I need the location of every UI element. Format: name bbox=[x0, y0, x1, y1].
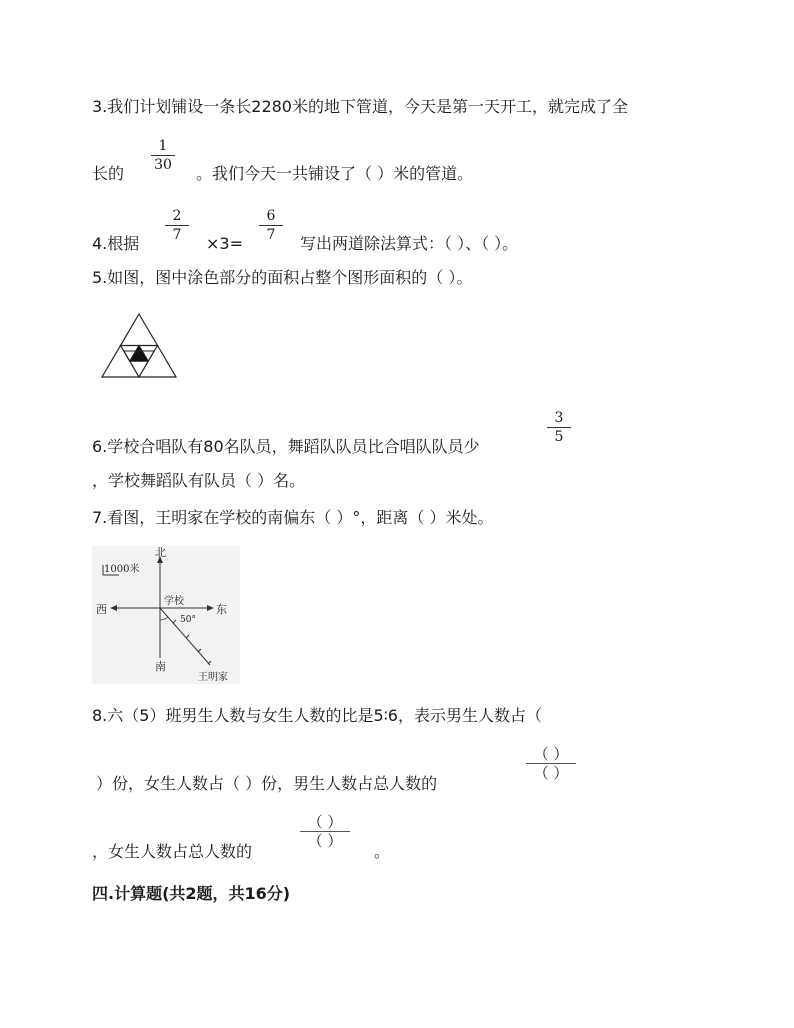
q8-blank-fraction-2 bbox=[300, 814, 350, 849]
q4-fraction-1-numerator: 2 bbox=[172, 208, 182, 224]
q4-fraction-2-denominator: 7 bbox=[266, 227, 276, 243]
q8-line1: 8.六（5）班男生人数与女生人数的比是5∶6，表示男生人数占（ bbox=[92, 706, 542, 725]
q3-fraction-numerator: 1 bbox=[158, 138, 168, 154]
q6-fraction-numerator: 3 bbox=[554, 410, 564, 426]
q3-line1: 3.我们计划铺设一条长2280米的地下管道，今天是第一天开工，就完成了全 bbox=[92, 97, 628, 116]
q4-fraction-1 bbox=[165, 208, 189, 243]
q6-fraction-bar bbox=[547, 427, 571, 428]
west-label: 西 bbox=[96, 603, 107, 616]
q3-fraction bbox=[151, 138, 175, 173]
scale-label: 1000米 bbox=[104, 564, 140, 575]
q6-fraction-denominator: 5 bbox=[554, 429, 564, 445]
q5-triangle-figure bbox=[100, 312, 180, 380]
q3-fraction-denominator: 30 bbox=[154, 157, 172, 173]
home-label: 王明家 bbox=[198, 672, 228, 683]
q7-direction-map bbox=[92, 546, 240, 684]
q4-fraction-1-bar bbox=[165, 225, 189, 226]
school-label: 学校 bbox=[164, 596, 184, 607]
q4-text-b: 写出两道除法算式：（ ）、（ ）。 bbox=[300, 234, 519, 253]
angle-label: 50° bbox=[180, 615, 196, 625]
q4-fraction-2-bar bbox=[259, 225, 283, 226]
south-label: 南 bbox=[155, 660, 166, 673]
q8-line2: ）份，女生人数占（ ）份，男生人数占总人数的 bbox=[96, 774, 438, 793]
q8-blank-fraction-2-denominator[interactable]: （ ） bbox=[307, 832, 343, 850]
q8-line3-a: ，女生人数占总人数的 bbox=[92, 842, 253, 861]
q3-line2-b: 。我们今天一共铺设了（ ）米的管道。 bbox=[196, 164, 474, 183]
q7-text: 7.看图，王明家在学校的南偏东（ ）°，距离（ ）米处。 bbox=[92, 508, 494, 527]
q6-fraction bbox=[547, 410, 571, 445]
q6-line1: 6.学校合唱队有80名队员，舞蹈队队员比合唱队队员少 bbox=[92, 437, 480, 456]
q3-line2-a: 长的 bbox=[92, 164, 125, 183]
q4-text-mid: ×3= bbox=[206, 234, 243, 253]
q5-text: 5.如图，图中涂色部分的面积占整个图形面积的（ ）。 bbox=[92, 268, 473, 287]
q6-line2: ，学校舞蹈队有队员（ ）名。 bbox=[92, 471, 306, 490]
q8-blank-fraction-1 bbox=[526, 746, 576, 781]
q4-fraction-2 bbox=[259, 208, 283, 243]
shaded-triangle bbox=[130, 346, 148, 362]
section-4-title: 四.计算题(共2题，共16分) bbox=[92, 884, 291, 903]
q8-line3-b: 。 bbox=[374, 842, 391, 861]
q4-fraction-1-denominator: 7 bbox=[172, 227, 182, 243]
q8-blank-fraction-1-numerator[interactable]: （ ） bbox=[533, 745, 569, 763]
q8-blank-fraction-1-denominator[interactable]: （ ） bbox=[533, 764, 569, 782]
north-label: 北 bbox=[155, 546, 166, 559]
q4-text-a: 4.根据 bbox=[92, 234, 140, 253]
q8-blank-fraction-2-numerator[interactable]: （ ） bbox=[307, 813, 343, 831]
q3-fraction-bar bbox=[151, 155, 175, 156]
east-label: 东 bbox=[216, 603, 227, 616]
q4-fraction-2-numerator: 6 bbox=[266, 208, 276, 224]
